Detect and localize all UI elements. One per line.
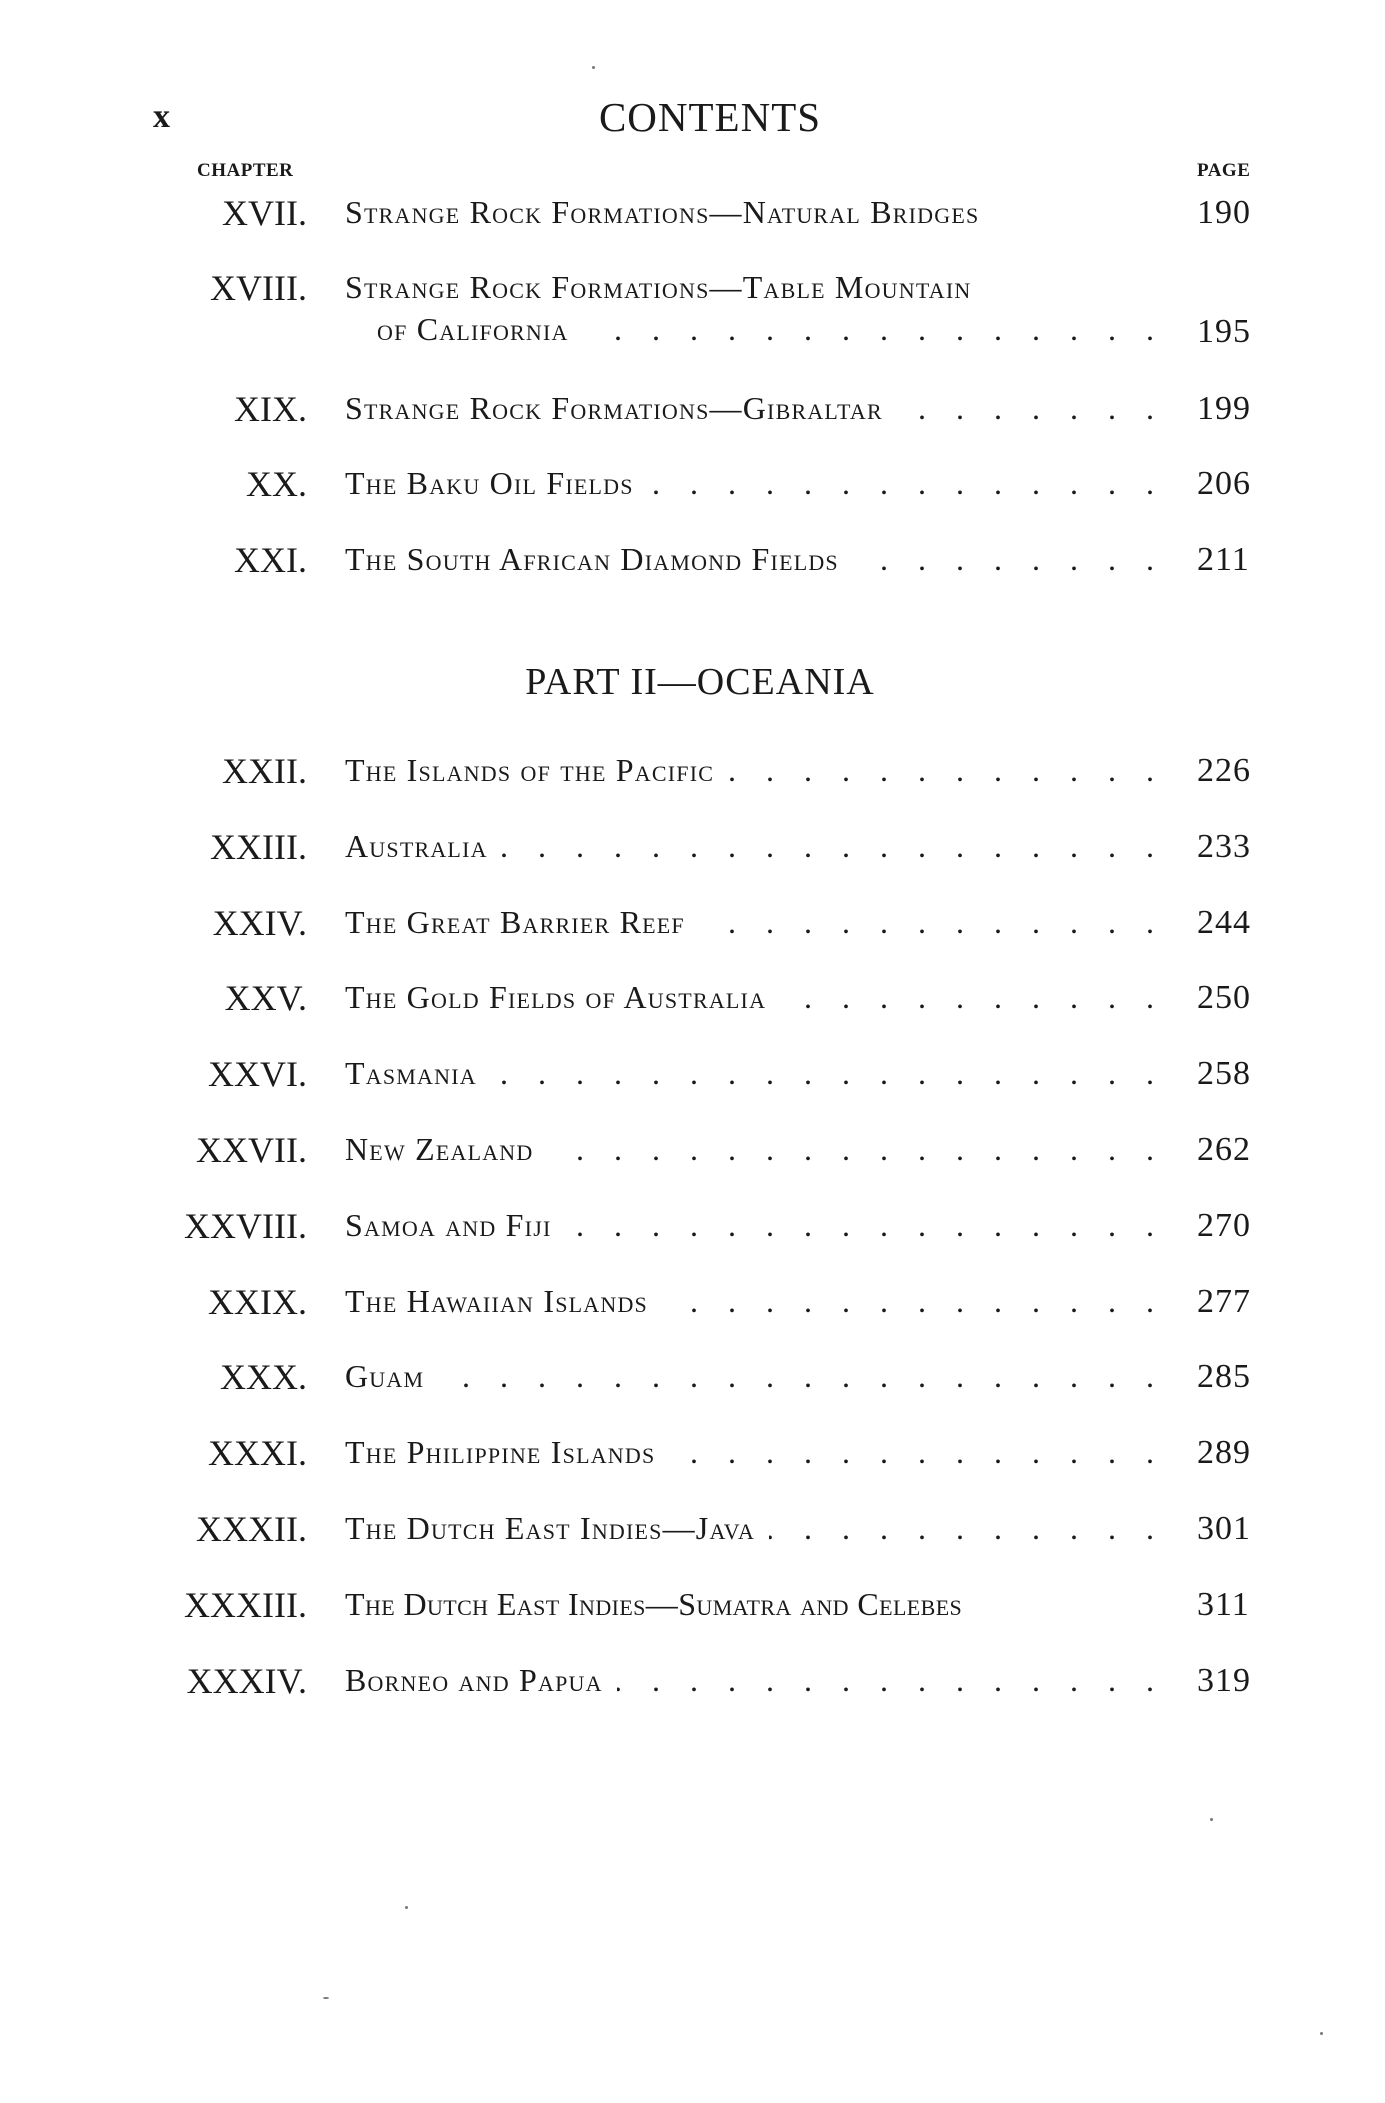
page-ref: 277 (1197, 1283, 1251, 1320)
chapter-title-text: The Islands of the Pacific (345, 752, 728, 788)
toc-entry (0, 1356, 1385, 1416)
chapter-title-text: Guam (345, 1358, 438, 1394)
page-ref: 206 (1197, 465, 1251, 502)
page-ref: 250 (1197, 979, 1251, 1016)
toc-entry (0, 1281, 1385, 1341)
toc-entry (0, 1660, 1385, 1720)
chapter-title-continued (345, 311, 1165, 348)
chapter-title-text: Borneo and Papua (345, 1662, 617, 1698)
chapter-title (345, 1434, 1165, 1471)
chapter-title-text: Tasmania (345, 1055, 491, 1091)
chapter-number: XXXIII. (184, 1585, 307, 1625)
chapter-number: XXVI. (208, 1054, 307, 1094)
chapter-number: XXII. (222, 751, 307, 791)
page-ref: 285 (1197, 1358, 1251, 1395)
chapter-title-text: The South African Diamond Fields (345, 541, 853, 577)
toc-entry (0, 388, 1385, 448)
toc-entry (0, 1205, 1385, 1265)
chapter-number: XXX. (220, 1357, 307, 1397)
part-heading: PART II—OCEANIA (525, 661, 875, 703)
page-ref: 262 (1197, 1131, 1251, 1168)
toc-entry (0, 192, 1385, 252)
chapter-number: XXIII. (210, 827, 307, 867)
page-ref: 244 (1197, 904, 1251, 941)
toc-entry (0, 826, 1385, 886)
page-ref: 226 (1197, 752, 1251, 789)
chapter-title-text: The Gold Fields of Australia (345, 979, 780, 1015)
page-number: x (153, 98, 170, 135)
chapter-title (345, 465, 1165, 502)
chapter-title-text: Australia (345, 828, 502, 864)
page-ref: 319 (1197, 1662, 1251, 1699)
scan-speck (405, 1906, 408, 1909)
toc-entry (0, 267, 1385, 367)
chapter-number: XXV. (224, 978, 307, 1018)
chapter-title-text: Strange Rock Formations—Natural Bridges (345, 194, 993, 230)
page-ref: 289 (1197, 1434, 1251, 1471)
chapter-title-text-line2: of California (345, 311, 583, 347)
chapter-title-text: The Philippine Islands (345, 1434, 669, 1470)
scan-speck (323, 1997, 329, 1999)
toc-entry (0, 750, 1385, 810)
page-ref: 233 (1197, 828, 1251, 865)
chapter-number: XXIX. (208, 1282, 307, 1322)
page-ref: 270 (1197, 1207, 1251, 1244)
chapter-title (345, 1358, 1165, 1395)
chapter-title-text: Strange Rock Formations—Gibraltar (345, 390, 897, 426)
chapter-title-text: The Hawaiian Islands (345, 1283, 662, 1319)
page-ref: 311 (1197, 1586, 1250, 1623)
chapter-title (345, 541, 1165, 578)
chapter-title (345, 194, 1165, 231)
page-ref: 258 (1197, 1055, 1251, 1092)
chapter-title-text: The Baku Oil Fields (345, 465, 648, 501)
chapter-number: XXI. (234, 540, 307, 580)
chapter-number: XXXII. (196, 1509, 307, 1549)
toc-entry (0, 539, 1385, 599)
chapter-number: XVIII. (210, 268, 307, 308)
chapter-number: XIX. (234, 389, 307, 429)
scan-speck (1320, 2032, 1323, 2035)
chapter-title (345, 979, 1165, 1016)
page-ref: 195 (1197, 313, 1251, 350)
chapter-title (345, 1662, 1165, 1699)
chapter-title (345, 904, 1165, 941)
chapter-number: XXIV. (212, 903, 307, 943)
chapter-number: XX. (246, 464, 307, 504)
chapter-title (345, 390, 1165, 427)
chapter-title-text: New Zealand (345, 1131, 548, 1167)
page-ref: 199 (1197, 390, 1251, 427)
chapter-title (345, 1131, 1165, 1168)
chapter-number: XXVII. (196, 1130, 307, 1170)
chapter-title (345, 752, 1165, 789)
chapter-column-label: CHAPTER (197, 160, 294, 181)
chapter-number: XXXI. (208, 1433, 307, 1473)
page-column-label: PAGE (1197, 160, 1251, 181)
chapter-number: XVII. (222, 193, 307, 233)
toc-entry (0, 977, 1385, 1037)
chapter-number: XXVIII. (184, 1206, 307, 1246)
toc-entry (0, 1508, 1385, 1568)
page-ref: 190 (1197, 194, 1251, 231)
toc-entry (0, 1129, 1385, 1189)
chapter-title-text: Strange Rock Formations—Table Mountain (345, 269, 985, 305)
toc-entry (0, 1053, 1385, 1113)
scan-speck (1210, 1818, 1213, 1821)
scan-speck (592, 66, 595, 69)
chapter-title (345, 1586, 1165, 1623)
running-title: CONTENTS (598, 94, 822, 140)
toc-entry (0, 463, 1385, 523)
chapter-title (345, 1207, 1165, 1244)
toc-entry (0, 1584, 1385, 1644)
chapter-title (345, 1283, 1165, 1320)
toc-entry (0, 902, 1385, 962)
chapter-title-text: The Dutch East Indies—Java (345, 1510, 769, 1546)
chapter-title (345, 1055, 1165, 1092)
page-ref: 301 (1197, 1510, 1251, 1547)
chapter-number: XXXIV. (186, 1661, 307, 1701)
chapter-title (345, 1510, 1165, 1547)
page-ref: 211 (1197, 541, 1250, 578)
toc-entry (0, 1432, 1385, 1492)
chapter-title-text: The Dutch East Indies—Sumatra and Celebes (345, 1586, 976, 1622)
chapter-title-text: The Great Barrier Reef (345, 904, 699, 940)
chapter-title-text: Samoa and Fiji (345, 1207, 566, 1243)
chapter-title (345, 828, 1165, 865)
